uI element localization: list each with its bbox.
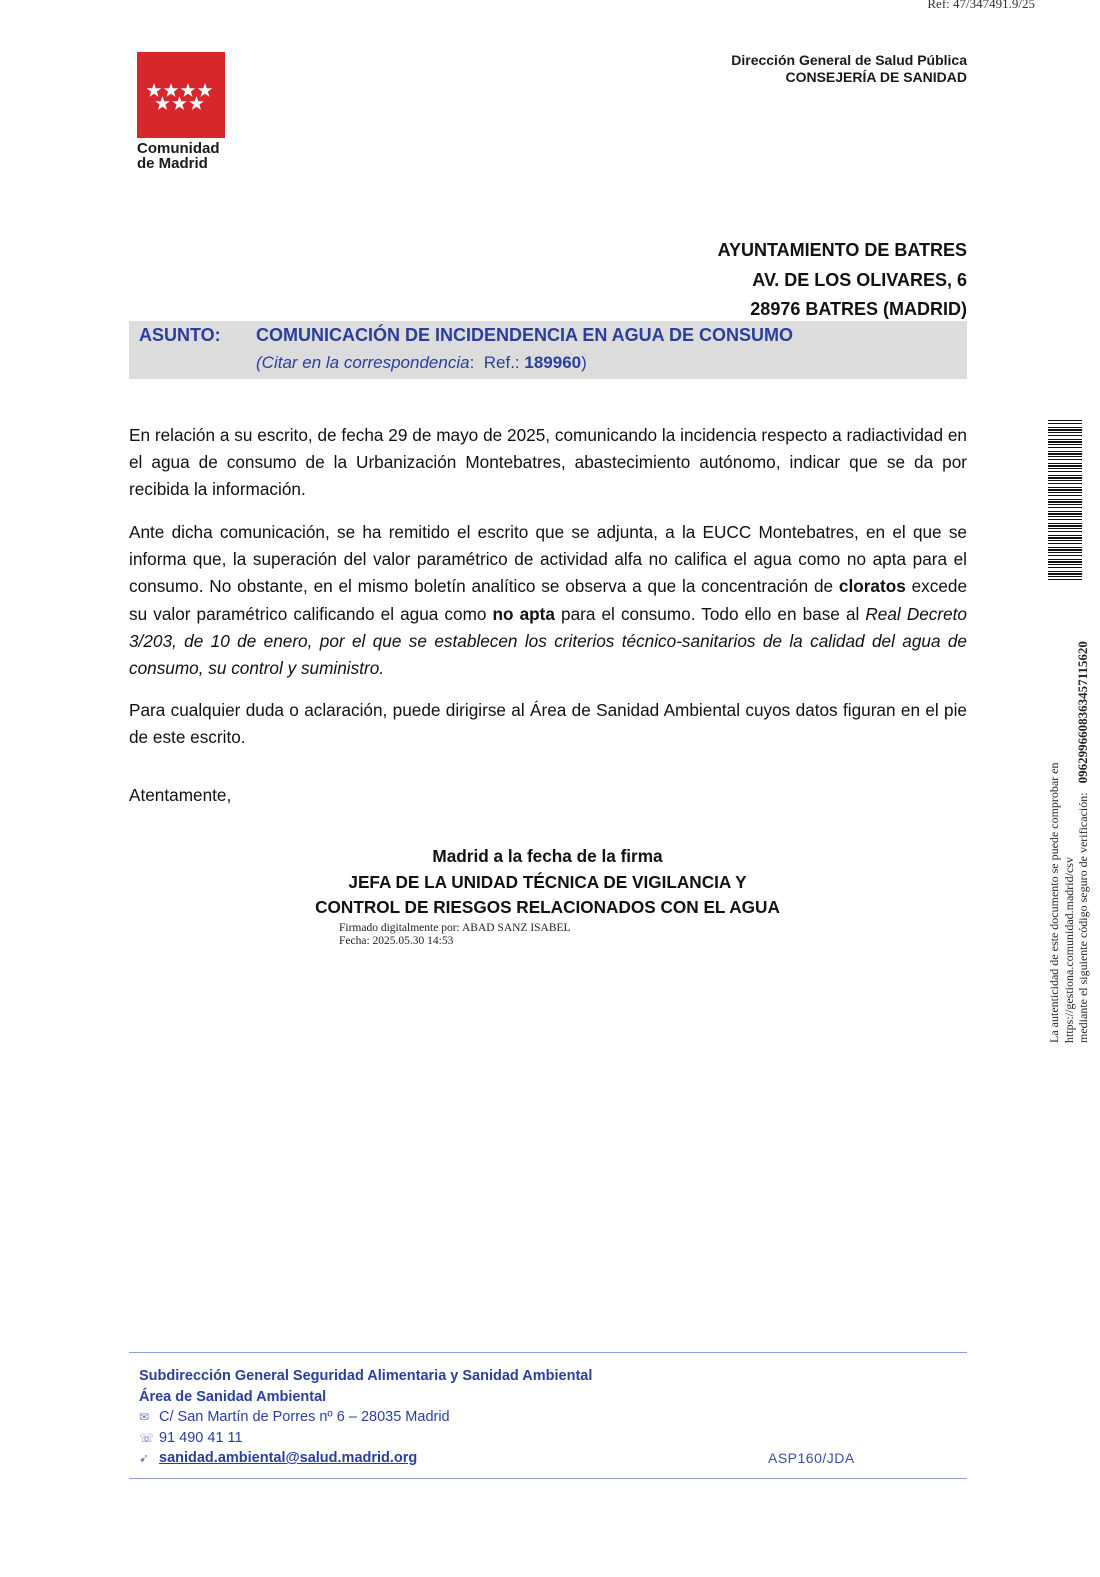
document-reference: Ref: 47/347491.9/25 <box>927 0 1035 11</box>
p2-intro: Ante dicha comunicación, se ha remitido el escrito que se adjunta, a la EUCC Montebatres, en el que se informa que, la superación del valor paramétrico de actividad alfa no califica el agua como no apta para el consumo. No obstante, en el mismo boletín analítico se observa a que la concentración de <box>129 522 967 597</box>
citation-ref-number: 189960 <box>524 353 582 372</box>
p2-mid: excede su valor paramétrico calificando el agua como <box>129 576 967 624</box>
digital-signer: Firmado digitalmente por: ABAD SANZ ISABEL <box>339 922 571 934</box>
p2-decree: Real Decreto 3/203, de 10 de enero, por el que se establecen los criterios técnico-sanitarios de la calidad del agua de consumo, su control y suministro. <box>129 603 967 679</box>
envelope-icon: ✉ <box>139 1410 150 1424</box>
citation-text: (Citar en la correspondencia <box>256 353 470 372</box>
csv-code: 0962996608363457115620 <box>1075 641 1090 784</box>
recipient-city: 28976 BATRES (MADRID) <box>750 299 967 319</box>
p2-basis: para el consumo. Todo ello en base al <box>554 603 866 624</box>
signature-block <box>290 844 805 921</box>
logo-line-2: de Madrid <box>137 155 208 172</box>
footer-divider-top <box>129 1352 967 1353</box>
mouse-icon: ➹ <box>139 1451 150 1465</box>
verification-line-1: La autenticidad de este documento se puede comprobar en <box>1047 762 1061 1043</box>
footer-org-2: Área de Sanidad Ambiental <box>139 1388 327 1405</box>
verification-side-text <box>1047 641 1091 1043</box>
comunidad-madrid-logo <box>137 52 225 138</box>
footer-address: C/ San Martín de Porres nº 6 – 28035 Madrid <box>159 1409 450 1425</box>
verification-line-2: https://gestiona.comunidad.madrid/csv <box>1061 857 1076 1043</box>
issuer-department: CONSEJERÍA DE SANIDAD <box>785 69 967 85</box>
footer-org-1: Subdirección General Seguridad Alimentaria y Sanidad Ambiental <box>139 1368 593 1384</box>
citation-ref-label: Ref.: <box>483 353 520 372</box>
closing-salutation: Atentamente, <box>129 785 232 805</box>
verification-line-3-text: mediante el siguiente código seguro de verificación: <box>1076 792 1090 1043</box>
footer-divider-bottom <box>129 1478 967 1479</box>
issuer-direction: Dirección General de Salud Pública <box>731 52 967 68</box>
issuer-header <box>731 52 967 86</box>
digital-signature-stamp <box>339 922 571 948</box>
signature-place-date: Madrid a la fecha de la firma <box>432 846 663 866</box>
phone-icon: ☏ <box>139 1430 155 1445</box>
logo-line-1: Comunidad <box>137 140 220 157</box>
signature-title-1: JEFA DE LA UNIDAD TÉCNICA DE VIGILANCIA Y <box>348 871 747 892</box>
subject-label: ASUNTO: <box>139 325 221 345</box>
footer-contact <box>139 1366 592 1469</box>
recipient-address <box>718 236 967 325</box>
subject-title: COMUNICACIÓN DE INCIDENDENCIA EN AGUA DE CONSUMO <box>256 325 794 345</box>
footer-document-code: ASP160/JDA <box>768 1450 855 1466</box>
footer-email-link[interactable]: sanidad.ambiental@salud.madrid.org <box>159 1450 418 1466</box>
subject-citation <box>256 353 587 373</box>
verification-line-3 <box>1076 641 1091 1043</box>
body-paragraph-2 <box>129 519 967 682</box>
p2-cloratos: cloratos <box>838 576 906 597</box>
citation-colon: : <box>469 353 475 372</box>
digital-date: Fecha: 2025.05.30 14:53 <box>339 935 454 947</box>
signature-title-2: CONTROL DE RIESGOS RELACIONADOS CON EL AGUA <box>315 897 780 917</box>
citation-close: ) <box>581 353 587 372</box>
recipient-street: AV. DE LOS OLIVARES, 6 <box>752 269 967 290</box>
barcode-icon <box>1048 420 1082 583</box>
p2-no-apta: no apta <box>492 603 555 624</box>
footer-phone: 91 490 41 11 <box>159 1429 243 1446</box>
body-paragraph-1: En relación a su escrito, de fecha 29 de mayo de 2025, comunicando la incidencia respecto a radiactividad en el agua de consumo de la Urbanización Montebatres, abastecimiento autónomo, indicar que se da por recibida la información. <box>129 425 967 500</box>
recipient-name: AYUNTAMIENTO DE BATRES <box>717 240 967 260</box>
logo-wordmark <box>137 141 220 171</box>
stars-icon <box>137 52 225 138</box>
body-paragraph-3: Para cualquier duda o aclaración, puede dirigirse al Área de Sanidad Ambiental cuyos datos figuran en el pie de este escrito. <box>129 700 967 748</box>
